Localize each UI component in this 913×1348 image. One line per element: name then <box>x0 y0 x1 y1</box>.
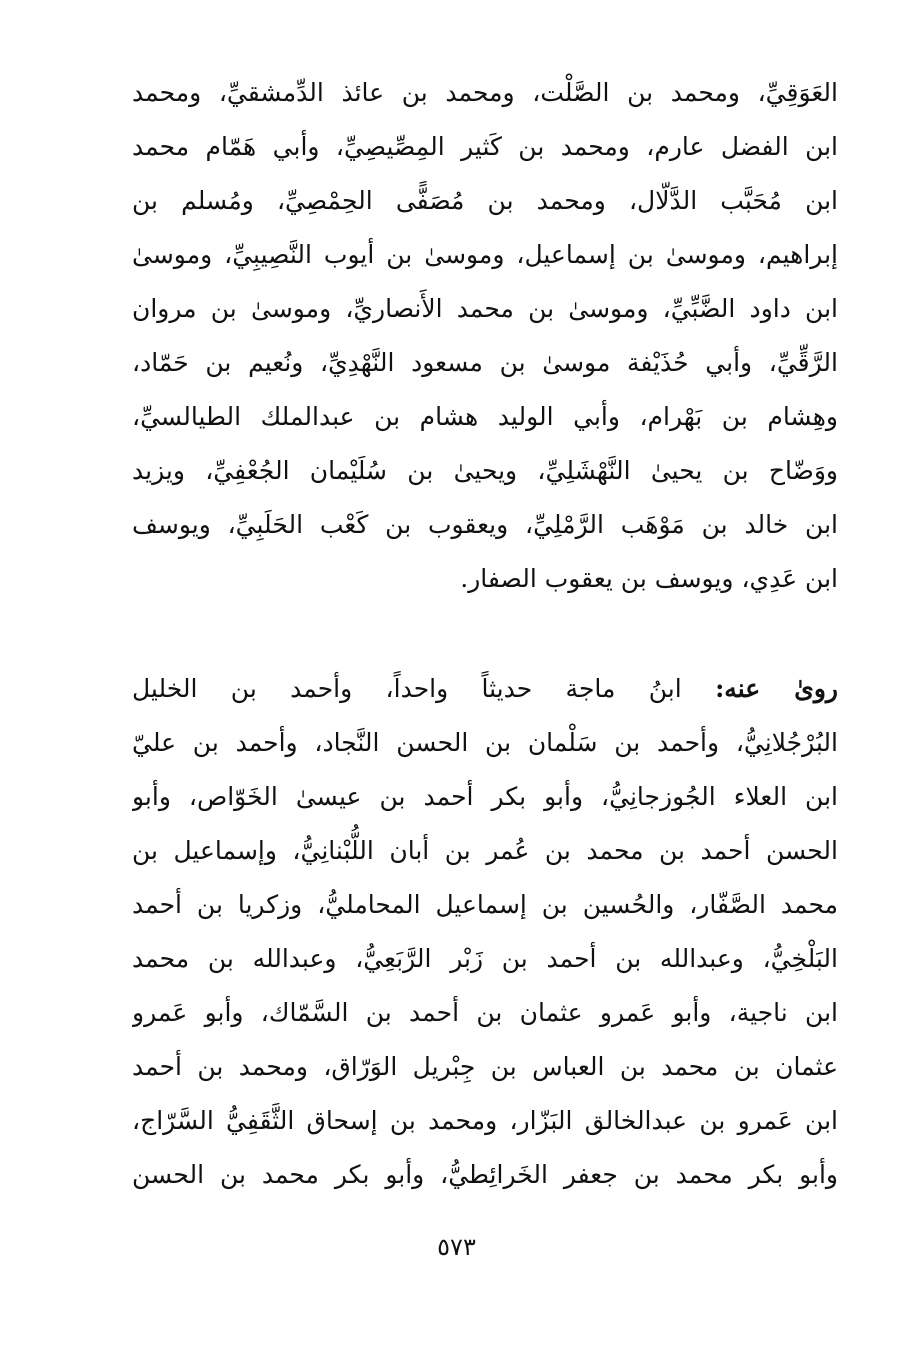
first-line-text: ابنُ ماجة حديثاً واحداً، وأحمد بن الخليل <box>132 674 716 703</box>
text-line: ابن خالد بن مَوْهَب الرَّمْلِيِّ، ويعقوب بن كَعْب الحَلَبِيِّ، ويوسف <box>132 510 838 539</box>
text-line: عثمان بن محمد بن العباس بن جِبْريل الوَرّاق، ومحمد بن أحمد <box>132 1052 838 1081</box>
text-line: محمد الصَّفّار، والحُسين بن إسماعيل المحامليُّ، وزكريا بن أحمد <box>132 890 838 919</box>
paragraph-teachers <box>132 66 838 606</box>
text-line: الحسن أحمد بن محمد بن عُمر بن أبان اللُّبْنانِيُّ، وإسماعيل بن <box>132 836 838 865</box>
text-line: ابن مُحَبَّب الدَّلّال، ومحمد بن مُصَفًّى الحِمْصِيِّ، ومُسلم بن <box>132 186 838 215</box>
text-line: ابن عَدِي، ويوسف بن يعقوب الصفار. <box>460 564 838 593</box>
text-line: وأبو بكر محمد بن جعفر الخَرائِطيُّ، وأبو بكر محمد بن الحسن <box>132 1160 838 1189</box>
text-line: الرَّقِّيِّ، وأبي حُذَيْفة موسىٰ بن مسعود النَّهْدِيِّ، ونُعيم بن حَمّاد، <box>132 348 838 377</box>
paragraph-students <box>132 662 838 1202</box>
text-line: ابن داود الضَّبِّيِّ، وموسىٰ بن محمد الأَنصاريِّ، وموسىٰ بن مروان <box>132 294 838 323</box>
text-line: ووَضّاح بن يحيىٰ النَّهْشَلِيِّ، ويحيىٰ بن سُلَيْمان الجُعْفِيِّ، ويزيد <box>132 456 838 485</box>
text-line: إبراهيم، وموسىٰ بن إسماعيل، وموسىٰ بن أيوب النَّصِيبِيِّ، وموسىٰ <box>132 240 838 269</box>
text-line: البَلْخِيُّ، وعبدالله بن أحمد بن زَبْر الرَّبَعِيُّ، وعبدالله بن محمد <box>132 944 838 973</box>
text-line: ابن عَمرو بن عبدالخالق البَزّار، ومحمد بن إسحاق الثَّقَفِيُّ السَّرّاج، <box>132 1106 838 1135</box>
text-line: ابن ناجية، وأبو عَمرو عثمان بن أحمد بن السَّمّاك، وأبو عَمرو <box>132 998 838 1027</box>
text-line-first <box>132 662 838 716</box>
text-line: ابن الفضل عارم، ومحمد بن كَثير المِصِّيصِيِّ، وأبي هَمّام محمد <box>132 132 838 161</box>
text-line: العَوَقِيِّ، ومحمد بن الصَّلْت، ومحمد بن عائذ الدِّمشقيِّ، ومحمد <box>132 78 838 107</box>
page-number: ٥٧٣ <box>437 1233 476 1261</box>
text-line: ابن العلاء الجُوزجانِيُّ، وأبو بكر أحمد بن عيسىٰ الخَوّاص، وأبو <box>132 782 838 811</box>
section-lead: روىٰ عنه: <box>715 674 838 703</box>
text-line: وهِشام بن بَهْرام، وأبي الوليد هشام بن عبدالملك الطيالسيِّ، <box>132 402 838 431</box>
text-line: البُرْجُلانِيُّ، وأحمد بن سَلْمان بن الحسن النَّجاد، وأحمد بن عليّ <box>132 728 838 757</box>
